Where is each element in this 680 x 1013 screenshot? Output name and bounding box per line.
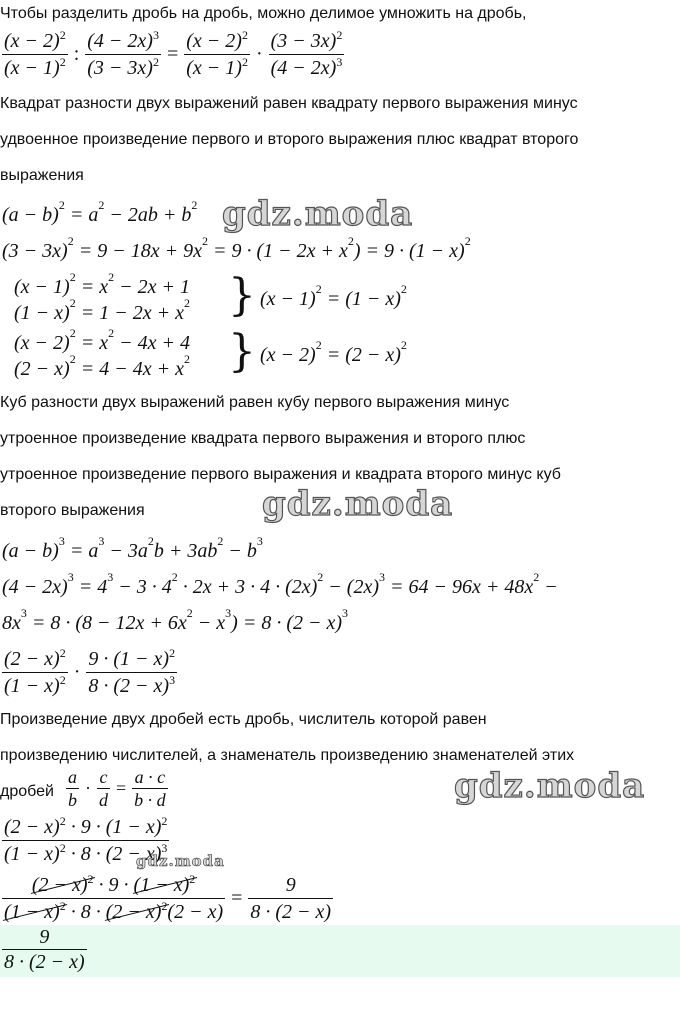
equation-square-expansion: $(3 - 3x)^2 = 9 - 18x + 9x^2 = 9 \cdot (1 - 2x + x^2) = 9 \cdot (1 - x)^2$ (2, 234, 471, 262)
watermark: gdz.moda (136, 852, 225, 870)
equation-cancellation: $\frac{(2 - x)^2 \cdot 9 \cdot (1 - x)^2}{(1 - x)^2 \cdot 8 \cdot (2 - x)^2(2 - x)}$ = $\frac{9}{8 \cdot (2 - x)}$ (4, 872, 332, 923)
system-line: $(x - 2)^2 = x^2 - 4x + 4$ (14, 326, 190, 354)
system-line: $(1 - x)^2 = 1 - 2x + x^2$ (14, 296, 190, 324)
equation-combined-fraction: $\frac{(2 - x)^2 \cdot 9 \cdot (1 - x)^2}{(1 - x)^2 \cdot 8 \cdot (2 - x)^3}$ (4, 814, 168, 865)
paragraph-text: второго выражения (0, 502, 145, 519)
paragraph-text: удвоенное произведение первого и второго выражения плюс квадрат второго (0, 131, 579, 148)
watermark: gdz.moda (262, 484, 454, 524)
system-result: $(x - 1)^2 = (1 - x)^2$ (260, 282, 407, 310)
equation-product: $\frac{(2 - x)^2}{(1 - x)^2}$ · $\frac{9 \cdot (1 - x)^2}{8 \cdot (2 - x)^3}$ (4, 646, 176, 697)
right-brace-icon: } (228, 270, 256, 321)
paragraph-text: утроенное произведение первого выражения и квадрата второго минус куб (0, 466, 561, 483)
paragraph-text: произведению числителей, а знаменатель произведению знаменателей этих (0, 747, 575, 764)
final-answer: $\frac{9}{8 \cdot (2 - x)}$ (4, 926, 85, 973)
equation-division: $\frac{(x - 2)^2}{(x - 1)^2}$ : $\frac{(4 - 2x)^3}{(3 - 3x)^2}$ = $\frac{(x - 2)^2}{(x - 1)^2}$ · $\frac{(3 - 3x)^2}{(4 - 2x)^3}$ (4, 28, 343, 79)
formula-square-difference: $(a - b)^2 = a^2 - 2ab + b^2$ (2, 198, 198, 226)
paragraph-text: дробей (0, 783, 54, 800)
right-brace-icon: } (228, 326, 256, 377)
formula-cube-difference: $(a - b)^3 = a^3 - 3a^2b + 3ab^2 - b^3$ (2, 534, 263, 562)
paragraph-text: утроенное произведение квадрата первого выражения и второго плюс (0, 430, 526, 447)
system-line: $(2 - x)^2 = 4 - 4x + x^2$ (14, 352, 190, 380)
watermark: gdz.moda (222, 194, 414, 234)
paragraph-text: Куб разности двух выражений равен кубу первого выражения минус (0, 394, 510, 411)
paragraph-text: Произведение двух дробей есть дробь, числитель которой равен (0, 711, 487, 728)
paragraph-text: Квадрат разности двух выражений равен квадрату первого выражения минус (0, 95, 578, 112)
formula-fraction-product: $\frac{a}{b}$ · $\frac{c}{d}$ = $\frac{a \cdot c}{b \cdot d}$ (68, 767, 166, 810)
paragraph-text: Чтобы разделить дробь на дробь, можно делимое умножить на дробь, (0, 5, 527, 22)
equation-cube-expansion: $8x^3 = 8 \cdot (8 - 12x + 6x^2 - x^3) = 8 \cdot (2 - x)^3$ (2, 606, 349, 634)
equation-cube-expansion: $(4 - 2x)^3 = 4^3 - 3 \cdot 4^2 \cdot 2x + 3 \cdot 4 \cdot (2x)^2 - (2x)^3 = 64 - 96x + 48x^2$ − (2, 570, 558, 598)
system-line: $(x - 1)^2 = x^2 - 2x + 1$ (14, 270, 190, 298)
system-result: $(x - 2)^2 = (2 - x)^2$ (260, 338, 407, 366)
answer-box (0, 925, 680, 977)
watermark: gdz.moda (454, 766, 646, 806)
paragraph-text: выражения (0, 167, 84, 184)
